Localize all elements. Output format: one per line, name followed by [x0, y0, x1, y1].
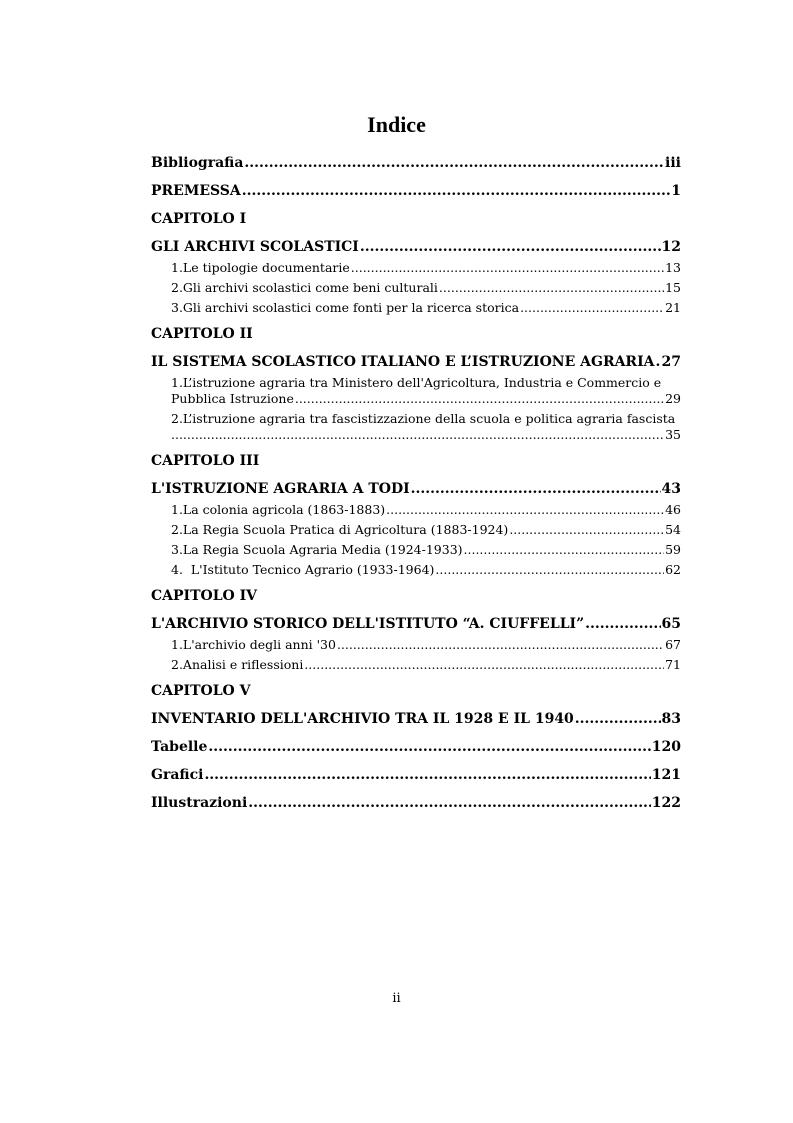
dot-leader [204, 767, 650, 784]
toc-entry-page: 27 [661, 354, 681, 370]
toc-entry-page: 121 [651, 767, 681, 783]
toc-entry-page: 29 [665, 391, 681, 406]
dot-leader [244, 155, 664, 172]
toc-entry-chapter-5-title[interactable] [151, 711, 681, 728]
toc-entry-page: 71 [665, 657, 681, 672]
toc-entry-label: 1.La colonia agricola (1863-1883) [171, 502, 386, 517]
toc-entry-label: IL SISTEMA SCOLASTICO ITALIANO E L’ISTRUZIONE AGRARIA [151, 354, 655, 370]
toc-entry-tabelle[interactable] [151, 739, 681, 756]
dot-leader [411, 481, 661, 498]
toc-subentry[interactable] [151, 657, 681, 673]
toc-entry-page: 21 [665, 300, 681, 315]
toc-entry-page: 122 [651, 795, 681, 811]
toc-subentry[interactable] [151, 542, 681, 558]
toc-entry-page: 13 [665, 260, 681, 275]
toc-entry-label: 2.Analisi e riflessioni [171, 657, 304, 672]
dot-leader [248, 795, 651, 812]
dot-leader [655, 354, 660, 371]
dot-leader [242, 183, 670, 200]
dot-leader [509, 522, 664, 538]
toc-entry-page: 120 [651, 739, 681, 755]
dot-leader [171, 427, 664, 443]
page-title: Indice [367, 112, 426, 137]
toc-entry-chapter-1-title[interactable] [151, 239, 681, 256]
chapter-heading-5: CAPITOLO V [151, 683, 251, 699]
dot-leader [295, 391, 664, 407]
dot-leader [386, 502, 664, 518]
toc-entry-label: L'ISTRUZIONE AGRARIA A TODI [151, 481, 410, 497]
toc-entry-grafici[interactable] [151, 767, 681, 784]
toc-subentry[interactable] [151, 637, 681, 653]
toc-entry-label-line1: 1.L’istruzione agraria tra Ministero dell'Agricoltura, Industria e Commercio e [171, 375, 662, 390]
toc-entry-label: 1.L'archivio degli anni '30 [171, 637, 336, 652]
toc-entry-page: 46 [665, 502, 681, 517]
toc-entry-label: GLI ARCHIVI SCOLASTICI [151, 239, 359, 255]
toc-entry-page: 35 [665, 427, 681, 442]
toc-subentry[interactable] [151, 300, 681, 316]
toc-subentry[interactable] [151, 522, 681, 538]
dot-leader [439, 280, 664, 296]
toc-entry-label: Bibliografia [151, 155, 244, 171]
toc-subentry[interactable] [151, 411, 681, 443]
dot-leader [337, 637, 664, 653]
toc-entry-chapter-3-title[interactable] [151, 481, 681, 498]
toc-entry-label: 4. L'Istituto Tecnico Agrario (1933-1964) [171, 562, 435, 577]
toc-entry-bibliografia[interactable] [151, 155, 681, 172]
table-of-contents [151, 155, 681, 823]
toc-entry-label: Tabelle [151, 739, 208, 755]
toc-entry-label: 1.Le tipologie documentarie [171, 260, 350, 275]
toc-subentry[interactable] [151, 502, 681, 518]
toc-entry-chapter-4-title[interactable] [151, 616, 681, 633]
toc-entry-page: iii [665, 155, 681, 171]
toc-entry-premessa[interactable] [151, 183, 681, 200]
toc-subentry[interactable] [151, 260, 681, 276]
dot-leader [435, 562, 664, 578]
toc-entry-page: 15 [665, 280, 681, 295]
toc-subentry[interactable] [151, 280, 681, 296]
chapter-heading-1: CAPITOLO I [151, 211, 247, 227]
dot-leader [360, 239, 661, 256]
toc-entry-label: 3.La Regia Scuola Agraria Media (1924-1933) [171, 542, 463, 557]
toc-entry-label: Illustrazioni [151, 795, 248, 811]
toc-entry-page: 1 [671, 183, 681, 199]
toc-entry-label-line2: Pubblica Istruzione [171, 391, 294, 406]
chapter-heading-3: CAPITOLO III [151, 453, 260, 469]
toc-subentry[interactable] [151, 375, 681, 407]
toc-entry-page: 54 [665, 522, 681, 537]
toc-entry-label: INVENTARIO DELL'ARCHIVIO TRA IL 1928 E IL 1940 [151, 711, 574, 727]
toc-entry-label: L'ARCHIVIO STORICO DELL'ISTITUTO “A. CIUFFELLI” [151, 616, 585, 632]
toc-entry-label: 3.Gli archivi scolastici come fonti per la ricerca storica [171, 300, 520, 315]
toc-entry-label: 2.La Regia Scuola Pratica di Agricoltura (1883-1924) [171, 522, 509, 537]
toc-entry-page: 67 [665, 637, 681, 652]
toc-subentry[interactable] [151, 562, 681, 578]
toc-entry-label: 2.Gli archivi scolastici come beni culturali [171, 280, 438, 295]
chapter-heading-4: CAPITOLO IV [151, 588, 258, 604]
toc-entry-chapter-2-title[interactable] [151, 354, 681, 371]
dot-leader [304, 657, 664, 673]
chapter-heading-2: CAPITOLO II [151, 326, 253, 342]
dot-leader [575, 711, 661, 728]
toc-entry-page: 62 [665, 562, 681, 577]
toc-entry-label: Grafici [151, 767, 204, 783]
page-number: ii [392, 991, 401, 1006]
toc-entry-page: 65 [661, 616, 681, 632]
toc-entry-label-line1: 2.L’istruzione agraria tra fascistizzazione della scuola e politica agraria fascista [171, 411, 676, 426]
dot-leader [585, 616, 660, 633]
dot-leader [208, 739, 650, 756]
dot-leader [520, 300, 664, 316]
dot-leader [464, 542, 665, 558]
toc-entry-page: 12 [661, 239, 681, 255]
dot-leader [351, 260, 664, 276]
toc-entry-page: 43 [661, 481, 681, 497]
toc-entry-page: 59 [665, 542, 681, 557]
toc-entry-illustrazioni[interactable] [151, 795, 681, 812]
toc-entry-page: 83 [661, 711, 681, 727]
toc-entry-label: PREMESSA [151, 183, 241, 199]
